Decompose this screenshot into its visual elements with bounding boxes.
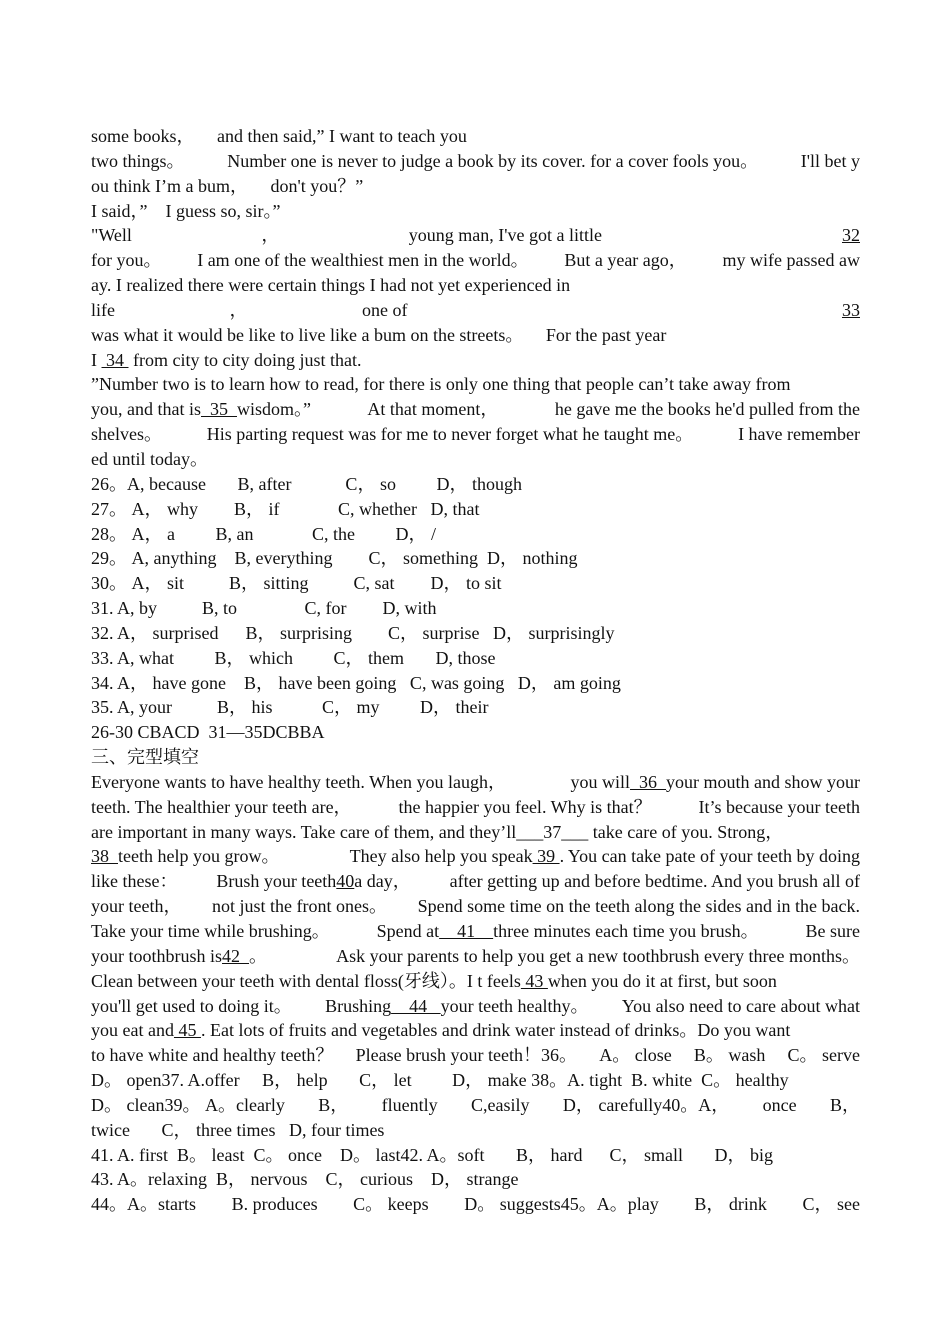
question-option-line: 32. A， surprised B， surprising C， surprise D， surprisingly: [91, 622, 615, 643]
text-span: Clean between your teeth with dental floss(牙线）。I t feels: [91, 970, 521, 991]
text-line: [91, 397, 860, 422]
text-span: "Well: [91, 225, 132, 246]
text-span: It’s because your teeth: [698, 796, 860, 817]
text-line: [91, 149, 860, 174]
text-span: for you。: [91, 250, 162, 271]
text-span: wisdom。”: [237, 399, 311, 420]
text-span: [91, 820, 783, 845]
text-span: three minutes each time you brush。: [493, 921, 759, 941]
blank-43: 43: [520, 970, 548, 991]
text-span: Spend at: [376, 921, 440, 941]
text-line: [91, 1043, 860, 1068]
text-span: B. produces: [231, 1194, 318, 1215]
text-span: Brush your teeth: [216, 871, 337, 892]
text-line: [91, 844, 860, 869]
text-line: [91, 248, 860, 273]
text-span: ，: [261, 225, 280, 246]
text-span: . Eat lots of fruits and vegetables and drink water instead of drinks。Do you want: [200, 1020, 791, 1041]
text-span: Please brush your teeth！36。: [355, 1045, 578, 1066]
blank-45: 45: [173, 1020, 201, 1041]
blank-33: 33: [841, 299, 860, 320]
question-option-line: 29。 A, anything B, everything C， something D， nothing: [91, 548, 578, 569]
question-option-line: 33. A, what B， which C， them D, those: [91, 647, 496, 668]
text-span: Everyone wants to have healthy teeth. When you laugh，: [91, 771, 507, 792]
question-option-line: 41. A. first B。 least C。 once D。 last42. A。soft B， hard C， small D， big: [91, 1144, 773, 1165]
text-span: your mouth and show your: [666, 771, 860, 792]
text-span: [91, 969, 777, 994]
text-span: you eat and: [91, 1020, 174, 1041]
text-span: C， see: [802, 1194, 860, 1215]
document-page: [91, 124, 860, 1217]
text-span: I have remember: [738, 424, 860, 445]
text-span: [350, 844, 860, 869]
question-option-line: [91, 1093, 860, 1118]
text-span: when you do it at first, but soon: [547, 970, 777, 991]
text-span: ，: [229, 299, 248, 320]
text-line: some books， and then said,” I want to teach you: [91, 126, 467, 146]
question-option-line: 35. A, your B， his C， my D， their: [91, 697, 489, 718]
text-span: Ask your parents to help you get a new toothbrush every three months。: [336, 945, 860, 966]
text-span: your teeth，: [91, 896, 182, 917]
question-option-line: 28。 A， a B, an C, the D， /: [91, 523, 436, 544]
text-span: are important in many ways. Take care of them, and they’ll: [91, 821, 517, 842]
text-line: [91, 994, 860, 1019]
text-span: young man, I've got a little: [408, 225, 602, 246]
question-option-line: [91, 1192, 860, 1217]
question-option-line: 30。 A， sit B， sitting C, sat D， to sit: [91, 573, 502, 594]
text-span: D， carefully40。A，: [562, 1094, 730, 1115]
text-span: teeth. The healthier your teeth are，: [91, 796, 352, 817]
text-span: D。 clean39。 A。clearly: [91, 1094, 285, 1115]
text-line: [91, 223, 860, 248]
text-line: [91, 298, 860, 323]
text-span: [91, 844, 279, 869]
text-span: I'll bet y: [800, 150, 860, 171]
text-span: B， drink: [694, 1194, 767, 1215]
blank-35: 35: [201, 399, 237, 420]
text-span: life: [91, 299, 115, 320]
text-span: [409, 223, 860, 248]
text-span: Be sure: [805, 921, 860, 941]
blank-41: 41: [439, 921, 494, 941]
text-line: [91, 869, 860, 894]
text-line: [91, 1018, 860, 1043]
text-span: D。 suggests45。A。play: [464, 1194, 659, 1215]
text-span: You also need to care about what: [621, 995, 860, 1016]
text-span: you, and that is: [91, 399, 201, 420]
answer-key: 26-30 CBACD 31—35DCBBA: [91, 722, 325, 743]
text-line: [91, 422, 860, 447]
section-title: 三、完型填空: [91, 747, 199, 768]
text-span: C,easily: [470, 1094, 530, 1115]
text-line: [91, 919, 860, 944]
text-span: Spend some time on the teeth along the sides and in the back.: [417, 896, 860, 917]
blank-34: 34: [101, 349, 129, 370]
text-span: teeth help you grow。: [118, 846, 280, 867]
text-span: But a year ago，: [564, 250, 687, 271]
text-span: once: [762, 1094, 797, 1115]
question-option-line: 27。 A， why B， if C, whether D, that: [91, 498, 480, 519]
text-span: take care of you. Strong，: [588, 821, 784, 842]
text-span: not just the front ones。: [212, 896, 388, 917]
text-line: [91, 820, 860, 845]
text-span: two things。: [91, 150, 185, 171]
blank-32: 32: [842, 225, 860, 246]
text-span: [91, 944, 267, 969]
text-line: I said，” I guess so, sir。”: [91, 200, 281, 221]
text-span: A。 close: [599, 1045, 672, 1066]
text-span: [571, 770, 861, 795]
text-span: [216, 869, 410, 894]
text-span: 。: [249, 945, 268, 966]
text-span: C。 keeps: [353, 1194, 429, 1215]
text-span: one of: [362, 299, 408, 320]
text-line: [91, 348, 860, 373]
blank-38: 38: [91, 846, 118, 867]
text-line: was what it would be like to live like a bum on the streets。 For the past year: [91, 324, 667, 345]
blank-36: 36: [630, 771, 667, 792]
text-span: a day，: [354, 871, 411, 892]
text-span: my wife passed aw: [722, 250, 860, 271]
text-span: B。 wash: [693, 1045, 766, 1066]
blank-39: 39: [532, 846, 560, 867]
text-span: you'll get used to doing it。: [91, 995, 292, 1016]
blank-40: 40: [336, 871, 355, 892]
text-span: fluently: [381, 1094, 438, 1115]
text-span: your toothbrush is: [91, 945, 223, 966]
text-span: Number one is never to judge a book by its cover. for a cover fools you。: [227, 150, 759, 171]
text-span: [377, 919, 759, 944]
text-span: [91, 1018, 790, 1043]
question-option-line: 43. A。relaxing B， nervous C， curious D， strange: [91, 1169, 519, 1190]
question-option-line: twice C， three times D, four times: [91, 1119, 385, 1140]
text-span: At that moment，: [367, 399, 499, 420]
question-option-line: 26。A, because B, after C， so D， though: [91, 473, 522, 494]
text-line: ed until today。: [91, 448, 208, 469]
text-span: Brushing: [325, 995, 392, 1016]
text-line: ou think I’m a bum， don't you？”: [91, 175, 364, 196]
text-span: 44。A。starts: [91, 1194, 196, 1215]
blank-42: 42: [222, 945, 250, 966]
text-line: [91, 944, 860, 969]
text-span: I: [91, 349, 102, 370]
text-span: Take your time while brushing。: [91, 921, 330, 941]
text-line: [91, 894, 860, 919]
question-option-line: D。 open37. A.offer B， help C， let D， make 38。A. tight B. white C。 healthy: [91, 1070, 789, 1091]
text-span: you will: [570, 771, 631, 792]
text-span: the happier you feel. Why is that？: [398, 796, 652, 817]
text-line: [91, 969, 860, 994]
question-option-line: 31. A, by B, to C, for D, with: [91, 598, 437, 619]
text-span: from city to city doing just that.: [128, 349, 362, 370]
text-span: C。 serve: [787, 1045, 860, 1066]
text-span: I am one of the wealthiest men in the world。: [197, 250, 529, 271]
question-option-line: 34. A， have gone B， have been going C, was going D， am going: [91, 672, 621, 693]
text-span: your teeth healthy。: [440, 995, 589, 1016]
text-span: His parting request was for me to never forget what he taught me。: [206, 424, 694, 445]
text-span: [91, 397, 311, 422]
text-span: . You can take pate of your teeth by doing: [559, 846, 860, 867]
text-line: [91, 770, 860, 795]
text-line: [91, 795, 860, 820]
blank-37: ___37___: [516, 821, 589, 842]
text-span: They also help you speak: [349, 846, 533, 867]
text-span: shelves。: [91, 424, 162, 445]
text-span: like these：: [91, 871, 178, 892]
text-span: B，: [318, 1094, 349, 1115]
text-span: after getting up and before bedtime. And you brush all of: [449, 871, 860, 892]
text-line: ”Number two is to learn how to read, for there is only one thing that people can’t take away from: [91, 374, 791, 395]
text-span: he gave me the books he'd pulled from the: [554, 399, 860, 420]
text-span: B，: [829, 1094, 860, 1115]
text-span: [325, 994, 588, 1019]
text-span: to have white and healthy teeth？: [91, 1045, 334, 1066]
text-line: ay. I realized there were certain things I had not yet experienced in: [91, 275, 571, 296]
blank-44: 44: [391, 995, 441, 1016]
